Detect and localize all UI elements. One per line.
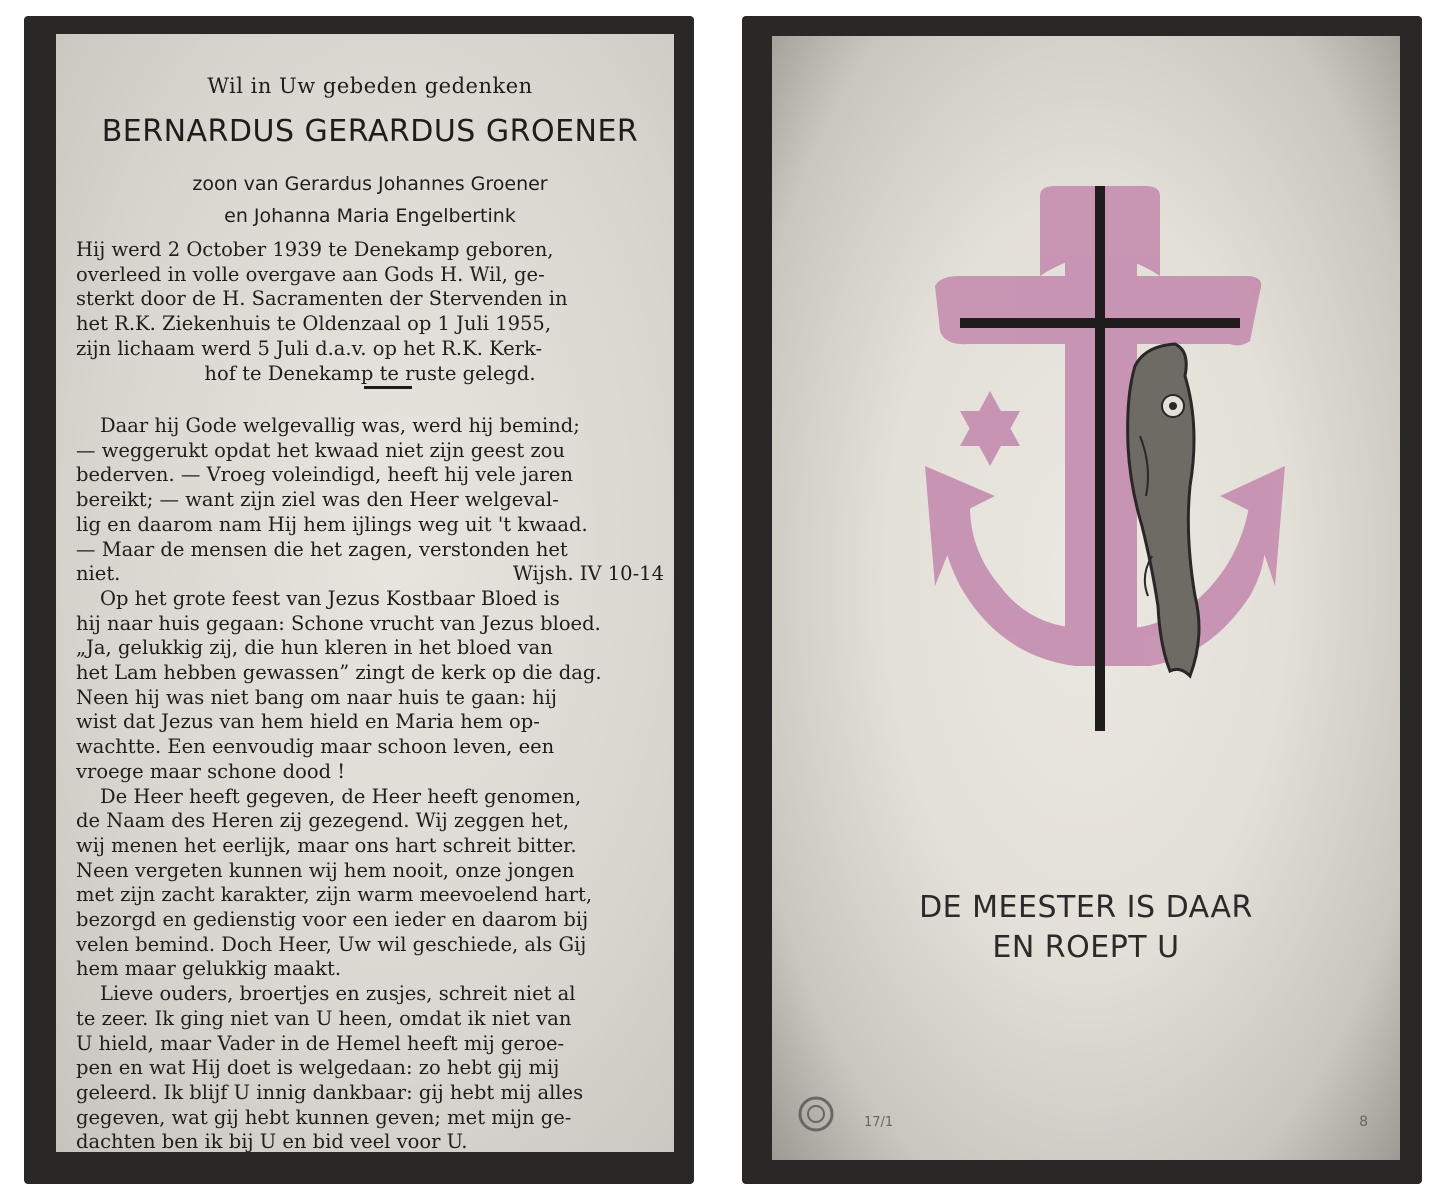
farewell-line: gegeven, wat gij hebt kunnen geven; met mijn ge- — [76, 1105, 572, 1129]
bio-line: zijn lichaam werd 5 Juli d.a.v. op het R.K. Kerk- — [76, 336, 543, 360]
lord-line: velen bemind. Doch Heer, Uw wil geschiede, als Gij — [76, 932, 587, 956]
memorial-card-text-side — [24, 16, 694, 1184]
farewell-line: geleerd. Ik blijf U innig dankbaar: gij hebt mij alles — [76, 1080, 584, 1104]
farewell-line: U hield, maar Vader in de Hemel heeft mij geroe- — [76, 1031, 565, 1055]
print-number: 17/1 — [864, 1115, 894, 1130]
publisher-logo-icon — [796, 1094, 836, 1134]
scripture-line: bederven. — Vroeg voleindigd, heeft hij vele jaren — [76, 463, 573, 487]
bio-line: het R.K. Ziekenhuis te Oldenzaal op 1 Juli 1955, — [76, 312, 552, 336]
bio-line: overleed in volle overgave aan Gods H. Wil, ge- — [76, 262, 545, 286]
farewell-line: dachten ben ik bij U en bid veel voor U. — [76, 1130, 468, 1154]
lord-line: De Heer heeft gegeven, de Heer heeft genomen, — [100, 784, 582, 808]
scripture-line: lig en daarom nam Hij hem ijlings weg uit 't kwaad. — [76, 512, 588, 536]
feast-line: het Lam hebben gewassen” zingt de kerk op die dag. — [76, 661, 602, 685]
lord-line: hem maar gelukkig maakt. — [76, 957, 342, 981]
feast-line: wist dat Jezus van hem hield en Maria hem op- — [76, 710, 540, 734]
scripture-reference: Wijsh. IV 10-14 — [512, 562, 664, 586]
scripture-paragraph — [76, 414, 664, 1155]
farewell-line: pen en wat Hij doet is welgedaan: zo hebt gij mij — [76, 1056, 560, 1080]
card-face — [56, 34, 674, 1152]
lord-line: wij menen het eerlijk, maar ons hart schreit bitter. — [76, 833, 577, 857]
lord-line: de Naam des Heren zij gezegend. Wij zeggen het, — [76, 809, 570, 833]
star-of-david-icon — [960, 391, 1020, 466]
remember-line: Wil in Uw gebeden gedenken — [207, 74, 533, 98]
memorial-card-image-side — [742, 16, 1422, 1184]
feast-line: Op het grote feest van Jezus Kostbaar Bloed is — [100, 586, 560, 610]
scripture-line: — weggerukt opdat het kwaad niet zijn geest zou — [76, 438, 565, 462]
fish-icon — [1128, 344, 1199, 676]
farewell-line: Lieve ouders, broertjes en zusjes, schreit niet al — [100, 982, 576, 1006]
parents-line-2: en Johanna Maria Engelbertink — [224, 205, 516, 227]
parents-block — [76, 168, 664, 232]
feast-line: Neen hij was niet bang om naar huis te gaan: hij — [76, 685, 557, 709]
bio-line: Hij werd 2 October 1939 te Denekamp geboren, — [76, 238, 554, 261]
anchor-cross-fish-emblem — [890, 166, 1310, 766]
bio-line: sterkt door de H. Sacramenten der Stervenden in — [76, 287, 568, 311]
bio-line: hof te Denekamp te ruste gelegd. — [204, 361, 536, 385]
farewell-line: te zeer. Ik ging niet van U heen, omdat ik niet van — [76, 1006, 572, 1030]
corner-mark: 8 — [1359, 1114, 1368, 1130]
scripture-last-row — [76, 562, 664, 587]
lord-line: bezorgd en gedienstig voor een ieder en daarom bij — [76, 908, 589, 932]
scripture-line: bereikt; — want zijn ziel was den Heer welgeval- — [76, 488, 559, 512]
motto-line-2: EN ROEPT U — [992, 930, 1180, 965]
scripture-line: Daar hij Gode welgevallig was, werd hij bemind; — [100, 414, 580, 437]
parents-line-1: zoon van Gerardus Johannes Groener — [192, 173, 548, 195]
divider-rule — [364, 386, 412, 389]
lord-line: Neen vergeten kunnen wij hem nooit, onze jongen — [76, 858, 575, 882]
motto-line-1: DE MEESTER IS DAAR — [919, 890, 1253, 925]
scripture-line: niet. — [76, 562, 121, 586]
motto-block — [772, 888, 1400, 968]
scripture-line: — Maar de mensen die het zagen, verstonden het — [76, 537, 568, 561]
feast-line: hij naar huis gegaan: Schone vrucht van Jezus bloed. — [76, 611, 601, 635]
feast-line: vroege maar schone dood ! — [76, 759, 346, 783]
bio-paragraph — [76, 238, 664, 386]
deceased-name: BERNARDUS GERARDUS GROENER — [101, 114, 639, 149]
feast-line: „Ja, gelukkig zij, die hun kleren in het bloed van — [76, 636, 553, 660]
lord-line: met zijn zacht karakter, zijn warm meevoelend hart, — [76, 883, 593, 907]
card-face — [772, 36, 1400, 1160]
feast-line: wachtte. Een eenvoudig maar schoon leven, een — [76, 735, 555, 759]
